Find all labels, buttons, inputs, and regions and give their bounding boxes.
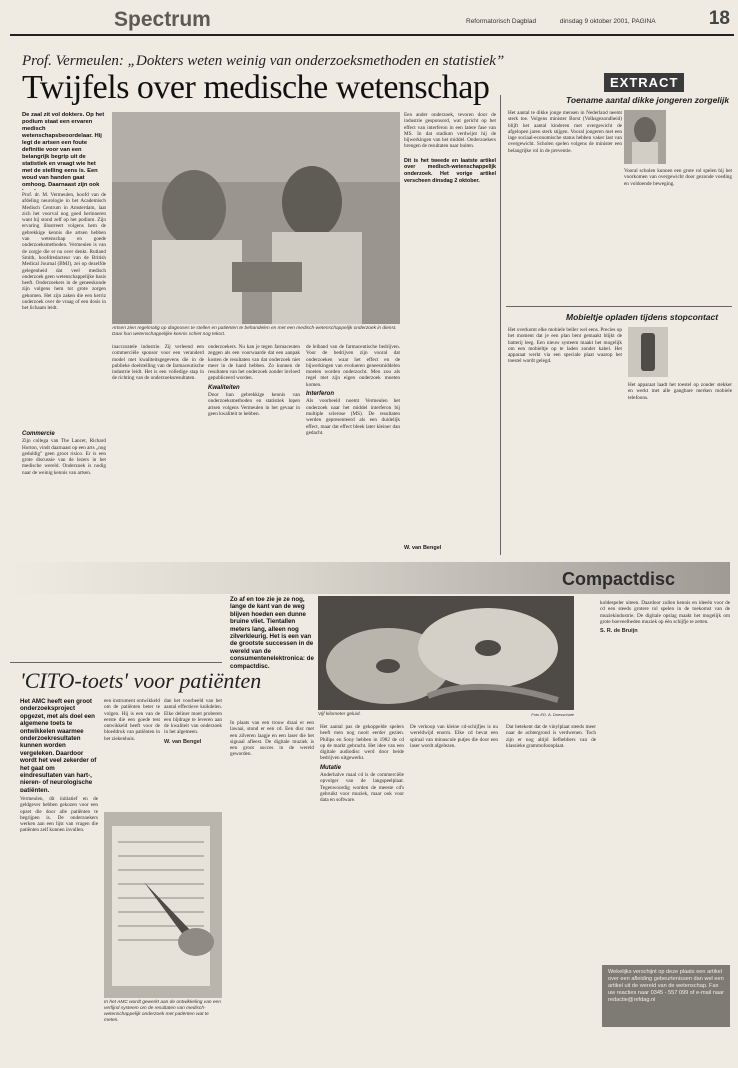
compact-lead: Zo af en toe zie je ze nog, lange de kant van de weg blijven hoeden een dunne bruine vliet. Tientallen meters lang, alleen nog zilverkleurig. Het is een van de grootste successen in de wereld van de consumentenelektronica: de compactdisc.	[230, 596, 314, 670]
paper-name: Reformatorisch Dagblad	[466, 18, 537, 25]
doctors-photo	[112, 112, 400, 324]
phone-photo-image	[628, 327, 668, 377]
article-column-4	[306, 344, 400, 556]
article-column-3b-text: Door hun gebrekkige kennis van onderzoeksmethoden en statistiek lopen artsen volgens Vermeulen in het gevaar in geen kwaliteit te hebben.	[208, 392, 300, 417]
section-title: Spectrum	[114, 8, 211, 31]
box1-photo-image	[624, 110, 666, 164]
compactdisc-title: Compactdisc	[562, 569, 676, 589]
subhead-kwaliteit: Kwaliteiten	[208, 384, 240, 391]
article-column-3-text: onderzoekers. Nu kan je tegen farmaceuten zeggen als een voorwaarde dat een aanpak kosten de resultaten van dat onderzoek niet meer in de hand hebben. Zo kunnen de resultaten van het onderzoek zonder invloed gepubliceerd worden.	[208, 344, 300, 382]
compact-column-1-text: In plaats van een trouw draai er een lawaai, stond er een cd. Een disc met een zilveren laagje en een laser die het signaal afleest. De digitale muziek is een groot succes in de wereld geworden.	[230, 720, 314, 758]
compact-column-2-text: Het aantal pas de gekoppelde spelers heeft men nog nooit eerder gezien. Philips en Sony hebben in 1982 de cd op de markt gebracht. Het idee van een digitale audiodisc werd door beide bedrijven uitgewerkt.	[320, 724, 404, 762]
extract-label: EXTRACT	[604, 73, 684, 92]
cito-headline: 'CITO-toets' voor patiënten	[20, 668, 262, 693]
cito-column-2: een instrument ontwikkeld om de patiënten beter te volgen. Hij is een van de eerste die een goede test ontwikkeld heeft voor de bloeddruk van patiënten in het ziekenhuis.	[104, 698, 160, 742]
article-column-2: inaccuratele industrie. Zij verleend een commerciële sponsor voor een veranderd model met kwaliteitsgegevens die in de publieke doelstelling van de farmaceutische industrie leidt. Het is een volledige stap in de richting van de onderzoeksresultaten.	[112, 344, 204, 382]
cito-column-3-text: dan het voorbeeld van het aantal effectieve knikdelen. Elke deliner moet proberen een bijdrage te leveren aan de kwaliteit van onderzoek in het algemeen.	[164, 698, 222, 736]
cito-column-1: Vermeulen, dit initiatief en de geldgever hebben gekozen voor een opzet die door alle patiënten te begrijpen is. De onderzoekers werken aan een lijst van vragen die patiënten zelf kunnen invullen.	[20, 796, 98, 834]
cd-photo-image	[318, 596, 574, 710]
cito-top-rule	[10, 662, 222, 663]
article-kicker: Prof. Vermeulen: „Dokters weten weinig van onderzoeksmethoden en statistiek”	[22, 53, 505, 69]
article-column-1b-text: Zijn collega van The Lancet, Richard Horton, vindt daarnaast op een arts „nog geduldig” geen groot risico. Er is een grote discussie van de lezers in het medische wereld. Onderzoek is nodig naar de weinig kennis van artsen.	[22, 438, 106, 476]
subhead-mutatie: Mutatie	[320, 764, 341, 771]
subhead-commercie: Commercie	[22, 431, 55, 437]
cito-byline: W. van Bengel	[164, 738, 202, 745]
box-divider	[506, 306, 732, 307]
cd-photo-caption: Vijf kilometer geluid.	[318, 712, 361, 717]
compact-right-text: koldespeler uiteen. Daardoor zullen kennis en ideeën voor de cd een steeds grotere rol spelen in de toekomst van de muziekindustrie. De digitale opslag maakt het mogelijk om grote hoeveelheden muziek op één schijfje te zetten.	[600, 600, 730, 625]
box2-text: Het overkomt elke mobiele beller wel eens. Precies op het moment dat je een plan bent gemaakt blijkt de batterij leeg. Een nieuw systeem maakt het mogelijk om een mobieltje op te laden zonder kabel. Het apparaat werkt via een speciale plaat waarop het toestel wordt gelegd.	[508, 327, 622, 365]
article-column-4b-text: Als voorbeeld noemt Vermeulen het onderzoek naar het middel interferon bij multiple sclerose (MS). De resultaten werden gepresenteerd als een duidelijk effect, maar dat effect bleek later kleiner dan gedacht.	[306, 398, 400, 436]
compact-column-1	[230, 720, 314, 1020]
cd-photo	[318, 596, 574, 710]
article-column-5	[404, 112, 496, 522]
compact-column-3: De verkoop van kleine cd-schijfjes is nu wereldwijd enorm. Elke cd bevat een spiraal van minuscule putjes die door een laser wordt afgelezen.	[410, 724, 498, 749]
doctors-photo-caption: Artsen zien regelmatig op diagnoses te stellen en patiënten te behandelen en met een medisch-wetenschappelijk onderzoek in dienst. Daar hun wetenschappelijke kennis schiet nog tekort.	[112, 326, 397, 337]
issue-date: dinsdag 9 oktober 2001, PAGINA	[559, 18, 656, 25]
cito-column-3	[164, 698, 222, 808]
doctors-photo-image	[112, 112, 400, 324]
series-note: Dit is het tweede en laatste artikel over medisch-wetenschappelijk onderzoek. Het vorige artikel verscheen dinsdag 2 oktober.	[404, 157, 496, 184]
article-lead: De zaal zit vol dokters. Op het podium staat een ervaren medisch wetenschapsbeoordelaar. Hij legt de artsen een foute definitie voor van een belangrijk begrip uit de statistiek en vraagt wie het met de stelling eens is. Een woud van handen gaat omhoog. Daarnaast zijn ook	[22, 112, 105, 188]
page-number: 18	[708, 8, 730, 29]
box1-text-continued: Vooral scholen kunnen een grote rol spelen bij het voorkomen van overgewicht door gezonde voeding en voldoende beweging.	[624, 168, 732, 187]
main-byline: W. van Bengel	[404, 545, 442, 551]
article-column-3	[208, 344, 300, 556]
questionnaire-photo-image	[104, 812, 222, 998]
questionnaire-caption: In het AMC wordt gewerkt aan de ontwikkeling van een verfijnd systeem om de resultaten van medisch-wetenschappelijk onderzoek met patiënten wat te meten.	[104, 1000, 221, 1023]
article-headline: Twijfels over medische wetenschap	[22, 69, 490, 106]
article-column-1b	[22, 428, 106, 556]
compact-column-2	[320, 724, 404, 1020]
compact-byline: S. R. de Bruijn	[600, 628, 638, 635]
masthead	[10, 6, 734, 36]
article-column-1: Prof. dr. M. Vermeulen, hoofd van de afdeling neurologie in het Academisch Medisch Centrum in Amsterdam, laat zich het voorval nog goed herinneren want hij stond zelf op het podium. Zijn ervaring illustreert volgens hem de gebrekkige kennis die artsen hebben van wetenschap en goede onderzoeksmethoden. Vermeulen is van de zorgje die er nu over denkt. Rutland Smith, hoofdredacteur van de British Medical Journal (BMJ), zei op dezelfde gelegenheid dat veel medisch onderzoek geen wetenschappelijke basis heeft. Onderzoekers in de geneeskunde zijn volgens hem tot grote zorgen gekomen. Het zijn zaken die een kerriz onderzoek over de vraag of een dosis in het lichaam leidt.	[22, 192, 106, 312]
column-divider	[500, 95, 501, 555]
article-column-5-text: Een ander onderzoek, tevoren door de industrie gesponsord, wat gericht op het effect van interferon in een latere fase van MS. In dat stadium verdwijnt hij de bijwerkingen van het middel. Onderzoekers brengen de resultaten naar buiten.	[404, 112, 496, 150]
box1-headline: Toename aantal dikke jongeren zorgelijk	[566, 95, 730, 105]
cd-photo-credit: Foto ED. A. Doesschate	[531, 712, 574, 717]
subhead-interferon: Interferon	[306, 391, 335, 398]
questionnaire-photo	[104, 812, 222, 998]
box1-text: Het aantal te dikke jonge mensen in Nederland neemt sterk toe. Volgens minister Borst (Volksgezondheid) blijft het aantal kinderen met overgewicht de afgelopen jaren sterk stijgen. Vooral jongeren met een lage sociaal-economische status hebben vaker last van overgewicht. Scholen spelen volgens de minister een belangrijke rol in de preventie.	[508, 110, 622, 154]
box1-photo	[624, 110, 666, 164]
cito-intro: Het AMC heeft een groot onderzoeksproject opgezet, met als doel een algemene toets te ontwikkelen waarmee onderzoekresultaten kunnen worden vergeleken. Daardoor wordt het veel zekerder of het gaat om eindresultaten van hart-, nieren- of neurologische patiënten.	[20, 698, 97, 792]
box2-text-continued: Het apparaat laadt het toestel op zonder stekker en werkt met alle gangbare merken mobiele telefoons.	[628, 382, 732, 401]
box2-headline: Mobieltje opladen tijdens stopcontact	[566, 312, 719, 322]
compact-column-2b-text: Anderhalve maal cd is de commerciële opvolger van de langspeelplaat. Tegenwoordig worden de meeste cd's gebruikt voor muziek, maar ook voor data en software.	[320, 772, 404, 804]
masthead-meta	[466, 18, 706, 25]
compact-right-column	[600, 600, 730, 956]
compact-column-4: Dat betekent dat de vinylplaat steeds meer naar de achtergrond is verdwenen. Toch zijn er nog altijd liefhebbers van de klassieke grammofoonplaat.	[506, 724, 596, 749]
phone-photo	[628, 327, 668, 377]
reader-notice: Wekelijks verschijnt op deze plaats een artikel over een afleiding gebeurtenissen dan wel een artikel uit de wereld van de wetenschap. Fax uw reacties naar 0345 - 557 099 of e-mail naar redactie@refdag.nl	[602, 965, 730, 1027]
article-column-4-text: de leiband van de farmaceutische bedrijven. Voor de bedrijven zijn vooral dat onderzoeken waar het effect en de bijwerkingen van evolueren geneesmiddelen moeten worden onderzocht. Men zou als regel met zijn eigen onderzoek moeten komen.	[306, 344, 400, 388]
